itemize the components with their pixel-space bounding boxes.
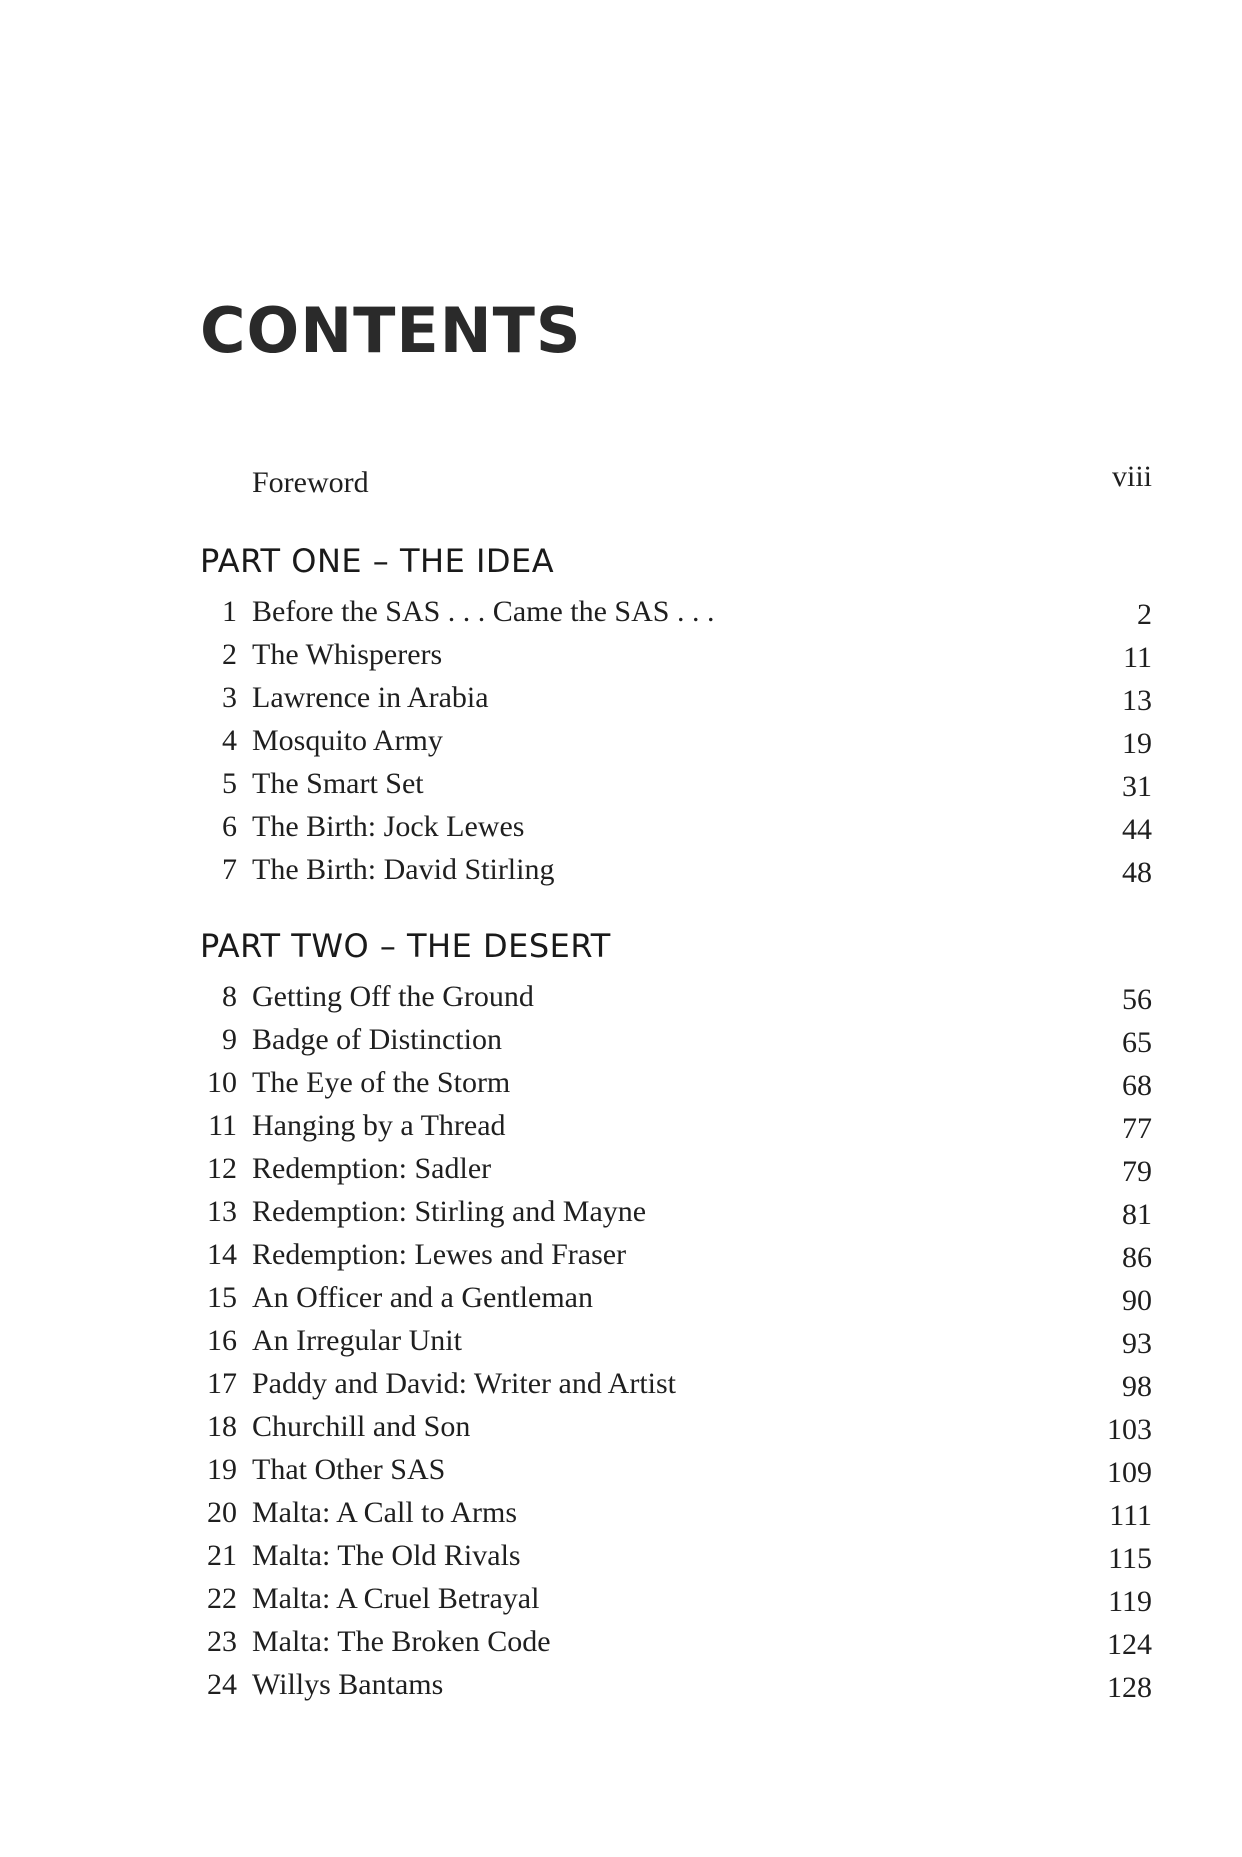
chapter-page-number: 128 bbox=[1107, 1671, 1152, 1704]
chapter-number: 21 bbox=[207, 1539, 237, 1572]
chapter-entry[interactable] bbox=[195, 590, 1152, 633]
chapter-title: The Birth: Jock Lewes bbox=[252, 810, 525, 843]
chapter-title: Malta: The Broken Code bbox=[252, 1625, 551, 1658]
chapter-number: 19 bbox=[207, 1453, 237, 1486]
chapter-entry[interactable] bbox=[195, 1319, 1152, 1362]
chapter-entry[interactable] bbox=[195, 633, 1152, 676]
chapter-title: Badge of Distinction bbox=[252, 1023, 502, 1056]
chapter-entry[interactable] bbox=[195, 1405, 1152, 1448]
chapter-page-number: 124 bbox=[1107, 1628, 1152, 1661]
chapter-page-number: 11 bbox=[1123, 641, 1152, 674]
part-two-chapter-list bbox=[195, 975, 1152, 1706]
chapter-number: 8 bbox=[222, 980, 237, 1013]
chapter-entry[interactable] bbox=[195, 848, 1152, 891]
chapter-entry[interactable] bbox=[195, 1104, 1152, 1147]
chapter-title: Redemption: Stirling and Mayne bbox=[252, 1195, 647, 1228]
chapter-title: Churchill and Son bbox=[252, 1410, 471, 1443]
chapter-page-number: 31 bbox=[1122, 770, 1152, 803]
chapter-entry[interactable] bbox=[195, 1362, 1152, 1405]
chapter-page-number: 86 bbox=[1122, 1241, 1152, 1274]
chapter-title: The Birth: David Stirling bbox=[252, 853, 555, 886]
chapter-entry[interactable] bbox=[195, 1620, 1152, 1663]
chapter-page-number: 103 bbox=[1107, 1413, 1152, 1446]
chapter-title: Malta: A Call to Arms bbox=[252, 1496, 518, 1529]
chapter-page-number: 44 bbox=[1122, 813, 1152, 846]
chapter-entry[interactable] bbox=[195, 1534, 1152, 1577]
chapter-number: 3 bbox=[222, 681, 237, 714]
chapter-page-number: 119 bbox=[1108, 1585, 1152, 1618]
chapter-number: 24 bbox=[207, 1668, 237, 1701]
chapter-entry[interactable] bbox=[195, 676, 1152, 719]
chapter-page-number: 68 bbox=[1122, 1069, 1152, 1102]
chapter-title: The Whisperers bbox=[252, 638, 443, 671]
chapter-entry[interactable] bbox=[195, 1061, 1152, 1104]
chapter-entry[interactable] bbox=[195, 805, 1152, 848]
chapter-number: 9 bbox=[222, 1023, 237, 1056]
foreword-label: Foreword bbox=[252, 466, 369, 499]
chapter-title: Before the SAS . . . Came the SAS . . . bbox=[252, 595, 715, 628]
chapter-title: Malta: The Old Rivals bbox=[252, 1539, 521, 1572]
chapter-entry[interactable] bbox=[195, 975, 1152, 1018]
chapter-title: Getting Off the Ground bbox=[252, 980, 534, 1013]
chapter-number: 20 bbox=[207, 1496, 237, 1529]
chapter-entry[interactable] bbox=[195, 1276, 1152, 1319]
chapter-number: 12 bbox=[207, 1152, 237, 1185]
chapter-page-number: 109 bbox=[1107, 1456, 1152, 1489]
chapter-number: 14 bbox=[207, 1238, 237, 1271]
chapter-title: Lawrence in Arabia bbox=[252, 681, 489, 714]
chapter-page-number: 90 bbox=[1122, 1284, 1152, 1317]
chapter-page-number: 48 bbox=[1122, 856, 1152, 889]
chapter-number: 13 bbox=[207, 1195, 237, 1228]
chapter-number: 17 bbox=[207, 1367, 237, 1400]
chapter-number: 7 bbox=[222, 853, 237, 886]
chapter-page-number: 77 bbox=[1122, 1112, 1152, 1145]
chapter-page-number: 19 bbox=[1122, 727, 1152, 760]
chapter-page-number: 65 bbox=[1122, 1026, 1152, 1059]
chapter-page-number: 56 bbox=[1122, 983, 1152, 1016]
foreword-entry[interactable] bbox=[252, 462, 1152, 504]
chapter-title: The Smart Set bbox=[252, 767, 424, 800]
chapter-title: Mosquito Army bbox=[252, 724, 443, 757]
chapter-entry[interactable] bbox=[195, 762, 1152, 805]
chapter-entry[interactable] bbox=[195, 1491, 1152, 1534]
part-one-chapter-list bbox=[195, 590, 1152, 891]
chapter-page-number: 13 bbox=[1122, 684, 1152, 717]
chapter-page-number: 79 bbox=[1122, 1155, 1152, 1188]
chapter-entry[interactable] bbox=[195, 1577, 1152, 1620]
chapter-number: 4 bbox=[222, 724, 237, 757]
chapter-number: 15 bbox=[207, 1281, 237, 1314]
chapter-number: 2 bbox=[222, 638, 237, 671]
chapter-entry[interactable] bbox=[195, 1018, 1152, 1061]
part-one-heading: PART ONE – THE IDEA bbox=[200, 542, 555, 580]
chapter-title: Redemption: Sadler bbox=[252, 1152, 492, 1185]
chapter-page-number: 2 bbox=[1137, 598, 1152, 631]
chapter-title: Malta: A Cruel Betrayal bbox=[252, 1582, 540, 1615]
chapter-page-number: 111 bbox=[1109, 1499, 1152, 1532]
chapter-page-number: 93 bbox=[1122, 1327, 1152, 1360]
chapter-number: 23 bbox=[207, 1625, 237, 1658]
chapter-entry[interactable] bbox=[195, 1663, 1152, 1706]
chapter-number: 5 bbox=[222, 767, 237, 800]
chapter-title: Paddy and David: Writer and Artist bbox=[252, 1367, 676, 1400]
chapter-entry[interactable] bbox=[195, 1448, 1152, 1491]
chapter-title: Willys Bantams bbox=[252, 1668, 444, 1701]
chapter-entry[interactable] bbox=[195, 1190, 1152, 1233]
chapter-number: 18 bbox=[207, 1410, 237, 1443]
chapter-title: Hanging by a Thread bbox=[252, 1109, 506, 1142]
chapter-title: An Officer and a Gentleman bbox=[252, 1281, 593, 1314]
chapter-page-number: 81 bbox=[1122, 1198, 1152, 1231]
chapter-page-number: 115 bbox=[1108, 1542, 1152, 1575]
chapter-number: 10 bbox=[207, 1066, 237, 1099]
chapter-number: 11 bbox=[208, 1109, 237, 1142]
chapter-entry[interactable] bbox=[195, 1233, 1152, 1276]
chapter-entry[interactable] bbox=[195, 1147, 1152, 1190]
chapter-entry[interactable] bbox=[195, 719, 1152, 762]
chapter-title: Redemption: Lewes and Fraser bbox=[252, 1238, 627, 1271]
chapter-page-number: 98 bbox=[1122, 1370, 1152, 1403]
part-two-heading: PART TWO – THE DESERT bbox=[200, 927, 611, 965]
chapter-number: 6 bbox=[222, 810, 237, 843]
chapter-number: 22 bbox=[207, 1582, 237, 1615]
chapter-title: An Irregular Unit bbox=[252, 1324, 462, 1357]
page-title: CONTENTS bbox=[200, 294, 582, 367]
chapter-title: The Eye of the Storm bbox=[252, 1066, 511, 1099]
chapter-number: 16 bbox=[207, 1324, 237, 1357]
chapter-number: 1 bbox=[222, 595, 237, 628]
chapter-title: That Other SAS bbox=[252, 1453, 446, 1486]
foreword-page-number: viii bbox=[1111, 460, 1152, 493]
